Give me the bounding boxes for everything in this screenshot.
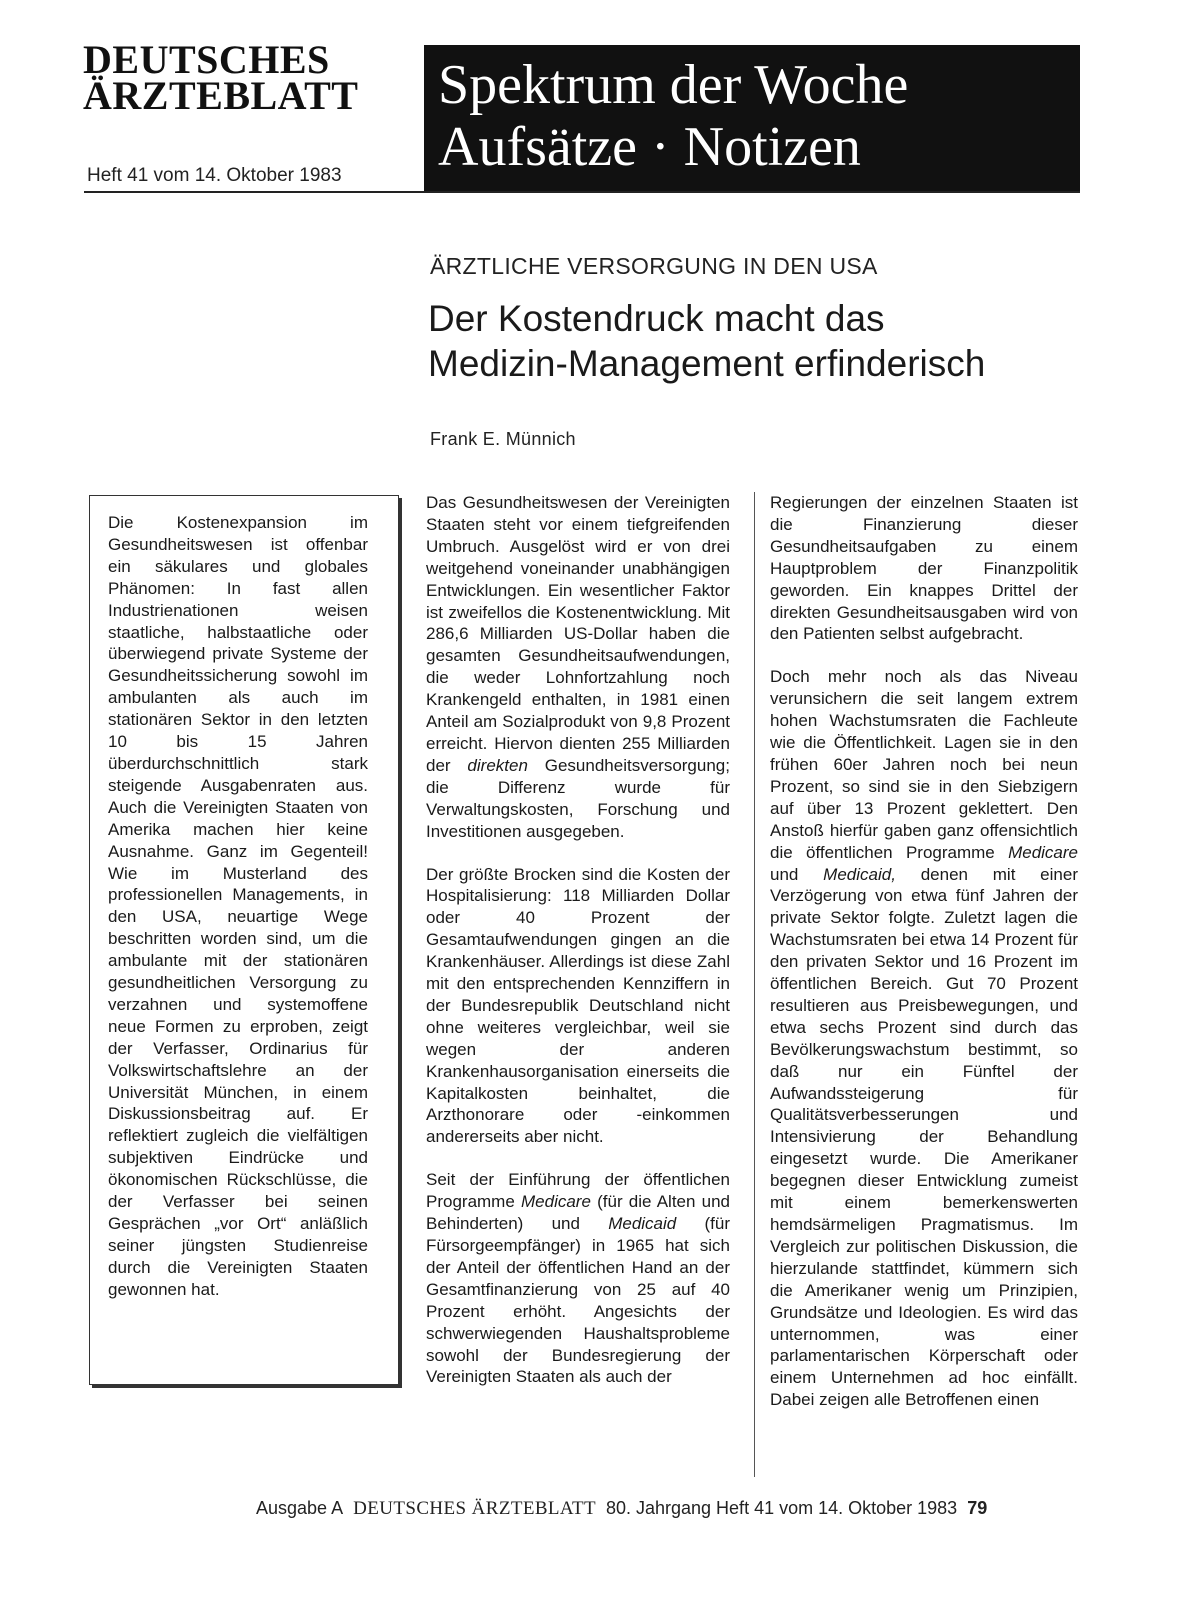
headline-line1: Der Kostendruck macht das [428,298,885,339]
abstract-text: Die Kostenexpansion im Gesundheitswesen ist offenbar ein säkulares und globales Phänomen: In fast allen Industrienationen weisen staatliche, halbstaatliche oder überwiegend private Systeme der Gesundheitssicherung sowohl im ambulanten als auch im stationären Sektor in den letzten 10 bis 15 Jahren überdurchschnittlich stark steigende Ausgabenraten aus. Auch die Vereinigten Staaten von Amerika machen hier keine Ausnahme. Ganz im Gegenteil! Wie im Musterland des professionellen Managements, in den USA, neuartige Wege beschritten worden sind, um die ambulante mit der stationären gesundheitlichen Versorgung zu verzahnen und systemoffene neue Formen zu erproben, zeigt der Verfasser, Ordinarius für Volkswirtschaftslehre an der Universität München, in einem Diskussionsbeitrag auf. Er reflektiert zugleich die vielfältigen subjektiven Eindrücke und ökonomischen Rückschlüsse, die der Verfasser bei seinen Gesprächen „vor Ort“ anläßlich seiner jüngsten Studienreise durch die Vereinigten Staaten gewonnen hat. [108,513,368,1299]
text-span: (für Fürsorgeempfänger) in 1965 hat sich der Anteil der öffentlichen Hand an der Gesamtfinanzierung von 25 auf 40 Prozent erhöht. Angesichts der schwerwiegenden Haushaltsprobleme sowohl der Bundesregierung der Vereinigten Staaten als auch der [426,1214,730,1387]
header-rule [84,191,1080,193]
abstract-box [89,495,399,1385]
text-span: denen mit einer Verzögerung von etwa fünf Jahren der private Sektor folgte. Zuletzt lagen die Wachstumsraten bei etwa 14 Prozent für den privaten Sektor und 16 Prozent im öffentlichen Bereich. Gut 70 Prozent resultieren aus Preisbewegungen, und etwa sechs Prozent sind durch das Bevölkerungswachstum bestimmt, so daß nur ein Fünftel der Aufwandssteigerung für Qualitätsverbesserungen und Intensivierung der Behandlung eingesetzt wurde. Die Amerikaner begegnen dieser Entwicklung zumeist mit einem bemerkenswerten hemdsärmeligen Pragmatismus. Im Vergleich zur politischen Diskussion, die hierzulande stattfindet, kümmern sich die Amerikaner wenig um Prinzipien, Grundsätze und Ideologien. Es wird das unternommen, was einer parlamentarischen Körperschaft oder einem Unternehmen ad hoc einfällt. Dabei zeigen alle Betroffenen einen [770,864,1078,1410]
text-span: und [770,864,799,884]
text-span: Das Gesundheitswesen der Vereinigten Staaten steht vor einem tiefgreifenden Umbruch. Ausgelöst wird er von drei weitgehend voneinander unabhängigen Entwicklungen. Ein wesentlicher Faktor ist zweifellos die Kostenentwicklung. Mit 286,6 Milliarden US-Dollar haben die gesamten Gesundheitsaufwendungen, die weder Lohnfortzahlung noch Krankengeld enthalten, in 1981 einen Anteil am Sozialprodukt von 9,8 Prozent erreicht. Hiervon dienten 255 Milliarden der [426,493,730,775]
article-author: Frank E. Münnich [430,429,576,449]
issue-date: Heft 41 vom 14. Oktober 1983 [87,165,342,186]
paragraph [426,492,730,843]
section-banner [424,45,1080,191]
footer-edition: Ausgabe A [256,1498,344,1518]
masthead-line2: ÄRZTEBLATT [83,73,359,118]
section-title: Spektrum der Woche [438,54,909,116]
text-span: Doch mehr noch als das Niveau verunsichern die seit langem extrem hohen Wachstumsraten die Fachleute wie die Öffentlichkeit. Lagen sie in den frühen 60er Jahren noch bei neun Prozent, so sind sie in den Siebzigern auf über 13 Prozent geklettert. Den Anstoß hierfür gaben ganz offensichtlich die öffentlichen Programme [770,667,1078,862]
emphasis: direkten [467,755,528,775]
paragraph [426,1169,730,1388]
article-kicker: ÄRZTLICHE VERSORGUNG IN DEN USA [430,253,878,279]
page-number: 79 [967,1498,988,1518]
paragraph: Der größte Brocken sind die Kosten der Hospitalisierung: 118 Milliarden Dollar oder 40 Prozent der Gesamtaufwendungen gingen an die Krankenhäuser. Allerdings ist diese Zahl mit den entsprechenden Kennziffern in der Bundesrepublik Deutschland nicht ohne weiteres vergleichbar, weil sie wegen der anderen Krankenhausorganisation einerseits die Kapitalkosten beinhaltet, die Arzthonorare oder -einkommen andererseits aber nicht. [426,864,730,1147]
paragraph [770,666,1078,1411]
masthead-line1: DEUTSCHES [83,37,330,82]
text-span: Gesundheitsversorgung; die Differenz wurde für Verwaltungskosten, Forschung und Investitionen ausgegeben. [426,755,730,841]
body-column-2 [426,492,730,1409]
article-headline [428,296,1088,386]
footer-journal: DEUTSCHES ÄRZTEBLATT [353,1498,596,1519]
column-divider [754,492,755,1477]
emphasis: Medicare [521,1192,591,1212]
page-footer [256,1498,987,1520]
headline-line2: Medizin-Management erfinderisch [428,343,986,384]
body-column-3 [770,492,1078,1432]
emphasis: Medicare [1008,842,1078,862]
paragraph: Regierungen der einzelnen Staaten ist die Finanzierung dieser Gesundheitsaufgaben zu einem Hauptproblem der Finanzpolitik geworden. Ein knappes Drittel der direkten Gesundheitsausgaben wird von den Patienten selbst aufgebracht. [770,493,1078,644]
emphasis: Medicaid, [823,864,896,884]
section-subtitle: Aufsätze · Notizen [438,116,861,178]
text-span: (für die Alten und Behinderten) und [426,1192,730,1234]
emphasis: Medicaid [608,1214,677,1234]
masthead-logo [83,37,403,118]
footer-volume: 80. Jahrgang Heft 41 vom 14. Oktober 1983 [605,1498,958,1518]
text-span: Seit der Einführung der öffentlichen Programme [426,1170,730,1212]
